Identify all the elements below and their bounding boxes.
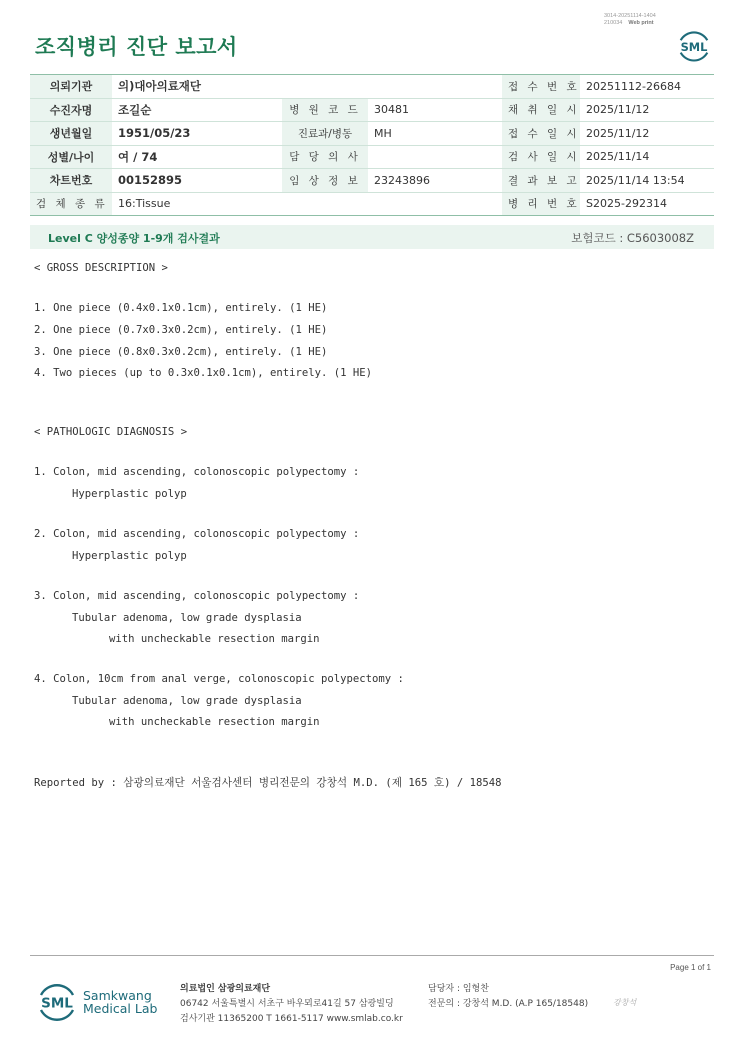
insurance-code: 보험코드 : C5603008Z xyxy=(571,231,694,245)
gross-item: 4. Two pieces (up to 0.3x0.1x0.1cm), entirely. (1 HE) xyxy=(34,367,373,379)
reported-by: Reported by : 삼광의료재단 서울검사센터 병리전문의 강창석 M.D. (제 165 호) / 18548 xyxy=(34,777,502,789)
diagnosis-site: 2. Colon, mid ascending, colonoscopic polypectomy : xyxy=(34,528,360,540)
birth-label: 생년월일 xyxy=(30,122,112,146)
table-row xyxy=(30,98,714,122)
exam-date-value: 2025/11/14 xyxy=(580,145,714,169)
receipt-date-value: 2025/11/12 xyxy=(580,122,714,146)
footer-divider xyxy=(30,955,714,956)
chart-value: 00152895 xyxy=(112,169,282,193)
hospital-code-value: 30481 xyxy=(368,98,502,122)
gross-item: 3. One piece (0.8x0.3x0.2cm), entirely. (1 HE) xyxy=(34,346,328,358)
report-title: 조직병리 진단 보고서 xyxy=(35,35,238,59)
collect-date-value: 2025/11/12 xyxy=(580,98,714,122)
diagnosis-note: with uncheckable resection margin xyxy=(109,716,320,728)
diagnosis-site: 1. Colon, mid ascending, colonoscopic polypectomy : xyxy=(34,466,360,478)
manager-value: 임형찬 xyxy=(462,984,489,994)
gross-item: 2. One piece (0.7x0.3x0.2cm), entirely. (1 HE) xyxy=(34,324,328,336)
doctor-value xyxy=(368,145,502,169)
document-code-line1: 3014-20251114-1404 xyxy=(604,13,656,19)
org-name: 의료법인 삼광의료재단 xyxy=(180,984,271,994)
patient-label: 수진자명 xyxy=(30,98,112,122)
table-row xyxy=(30,192,714,216)
dept-label: 진료과/병동 xyxy=(282,122,368,146)
specimen-value: 16:Tissue xyxy=(112,192,502,216)
gross-heading: < GROSS DESCRIPTION > xyxy=(34,262,168,274)
diagnosis-result: Tubular adenoma, low grade dysplasia xyxy=(72,695,302,707)
request-org-label: 의뢰기관 xyxy=(30,75,112,99)
sml-logo-icon xyxy=(35,980,79,1024)
web-print-label: Web print xyxy=(628,20,654,26)
page-number: Page 1 of 1 xyxy=(670,963,711,972)
document-code xyxy=(604,13,656,27)
brand-name xyxy=(83,989,157,1015)
table-row xyxy=(30,169,714,193)
gross-item: 1. One piece (0.4x0.1x0.1cm), entirely. (1 HE) xyxy=(34,302,328,314)
birth-value: 1951/05/23 xyxy=(112,122,282,146)
specialist-label: 전문의 : xyxy=(428,999,460,1009)
diagnosis-heading: < PATHOLOGIC DIAGNOSIS > xyxy=(34,426,188,438)
dept-value: MH xyxy=(368,122,502,146)
clinical-label: 임 상 정 보 xyxy=(282,169,368,193)
org-address: 06742 서울특별시 서초구 바우뫼로41길 57 삼광빌딩 xyxy=(180,999,394,1009)
patient-info-table xyxy=(30,74,714,216)
manager-label: 담당자 : xyxy=(428,984,460,994)
signature: 강창석 xyxy=(613,998,637,1007)
receipt-no-label: 접 수 번 호 xyxy=(502,75,580,99)
test-level-bar xyxy=(30,225,714,249)
manager-info xyxy=(428,981,489,994)
sex-age-value: 여 / 74 xyxy=(112,145,282,169)
collect-date-label: 채 취 일 시 xyxy=(502,98,580,122)
diagnosis-result: Hyperplastic polyp xyxy=(72,488,187,500)
report-date-label: 결 과 보 고 xyxy=(502,169,580,193)
diagnosis-note: with uncheckable resection margin xyxy=(109,633,320,645)
brand-line2: Medical Lab xyxy=(83,1001,158,1016)
org-contact: 검사기관 11365200 T 1661-5117 www.smlab.co.kr xyxy=(180,1014,403,1024)
path-no-value: S2025-292314 xyxy=(580,192,714,216)
chart-label: 차트번호 xyxy=(30,169,112,193)
receipt-no-value: 20251112-26684 xyxy=(580,75,714,99)
footer-logo-text: SML xyxy=(41,995,73,1012)
specialist-info xyxy=(428,996,588,1009)
specialist-value: 강창석 M.D. (A.P 165/18548) xyxy=(462,999,589,1009)
table-row xyxy=(30,145,714,169)
diagnosis-result: Hyperplastic polyp xyxy=(72,550,187,562)
request-org-value: 의)대아의료재단 xyxy=(112,75,502,99)
table-row xyxy=(30,122,714,146)
hospital-code-label: 병 원 코 드 xyxy=(282,98,368,122)
report-date-value: 2025/11/14 13:54 xyxy=(580,169,714,193)
path-no-label: 병 리 번 호 xyxy=(502,192,580,216)
patient-value: 조길순 xyxy=(112,98,282,122)
table-row xyxy=(30,75,714,99)
exam-date-label: 검 사 일 시 xyxy=(502,145,580,169)
doctor-label: 담 당 의 사 xyxy=(282,145,368,169)
sml-logo xyxy=(675,27,713,65)
sml-logo-text: SML xyxy=(680,39,708,54)
clinical-value: 23243896 xyxy=(368,169,502,193)
diagnosis-result: Tubular adenoma, low grade dysplasia xyxy=(72,612,302,624)
diagnosis-site: 3. Colon, mid ascending, colonoscopic polypectomy : xyxy=(34,590,360,602)
test-level-title: Level C 양성종양 1-9개 검사결과 xyxy=(48,232,220,245)
document-code-line2: 210034 xyxy=(604,20,623,26)
receipt-date-label: 접 수 일 시 xyxy=(502,122,580,146)
specimen-label: 검 체 종 류 xyxy=(30,192,112,216)
sex-age-label: 성별/나이 xyxy=(30,145,112,169)
brand-line1: Samkwang xyxy=(83,988,152,1003)
diagnosis-site: 4. Colon, 10cm from anal verge, colonoscopic polypectomy : xyxy=(34,673,404,685)
